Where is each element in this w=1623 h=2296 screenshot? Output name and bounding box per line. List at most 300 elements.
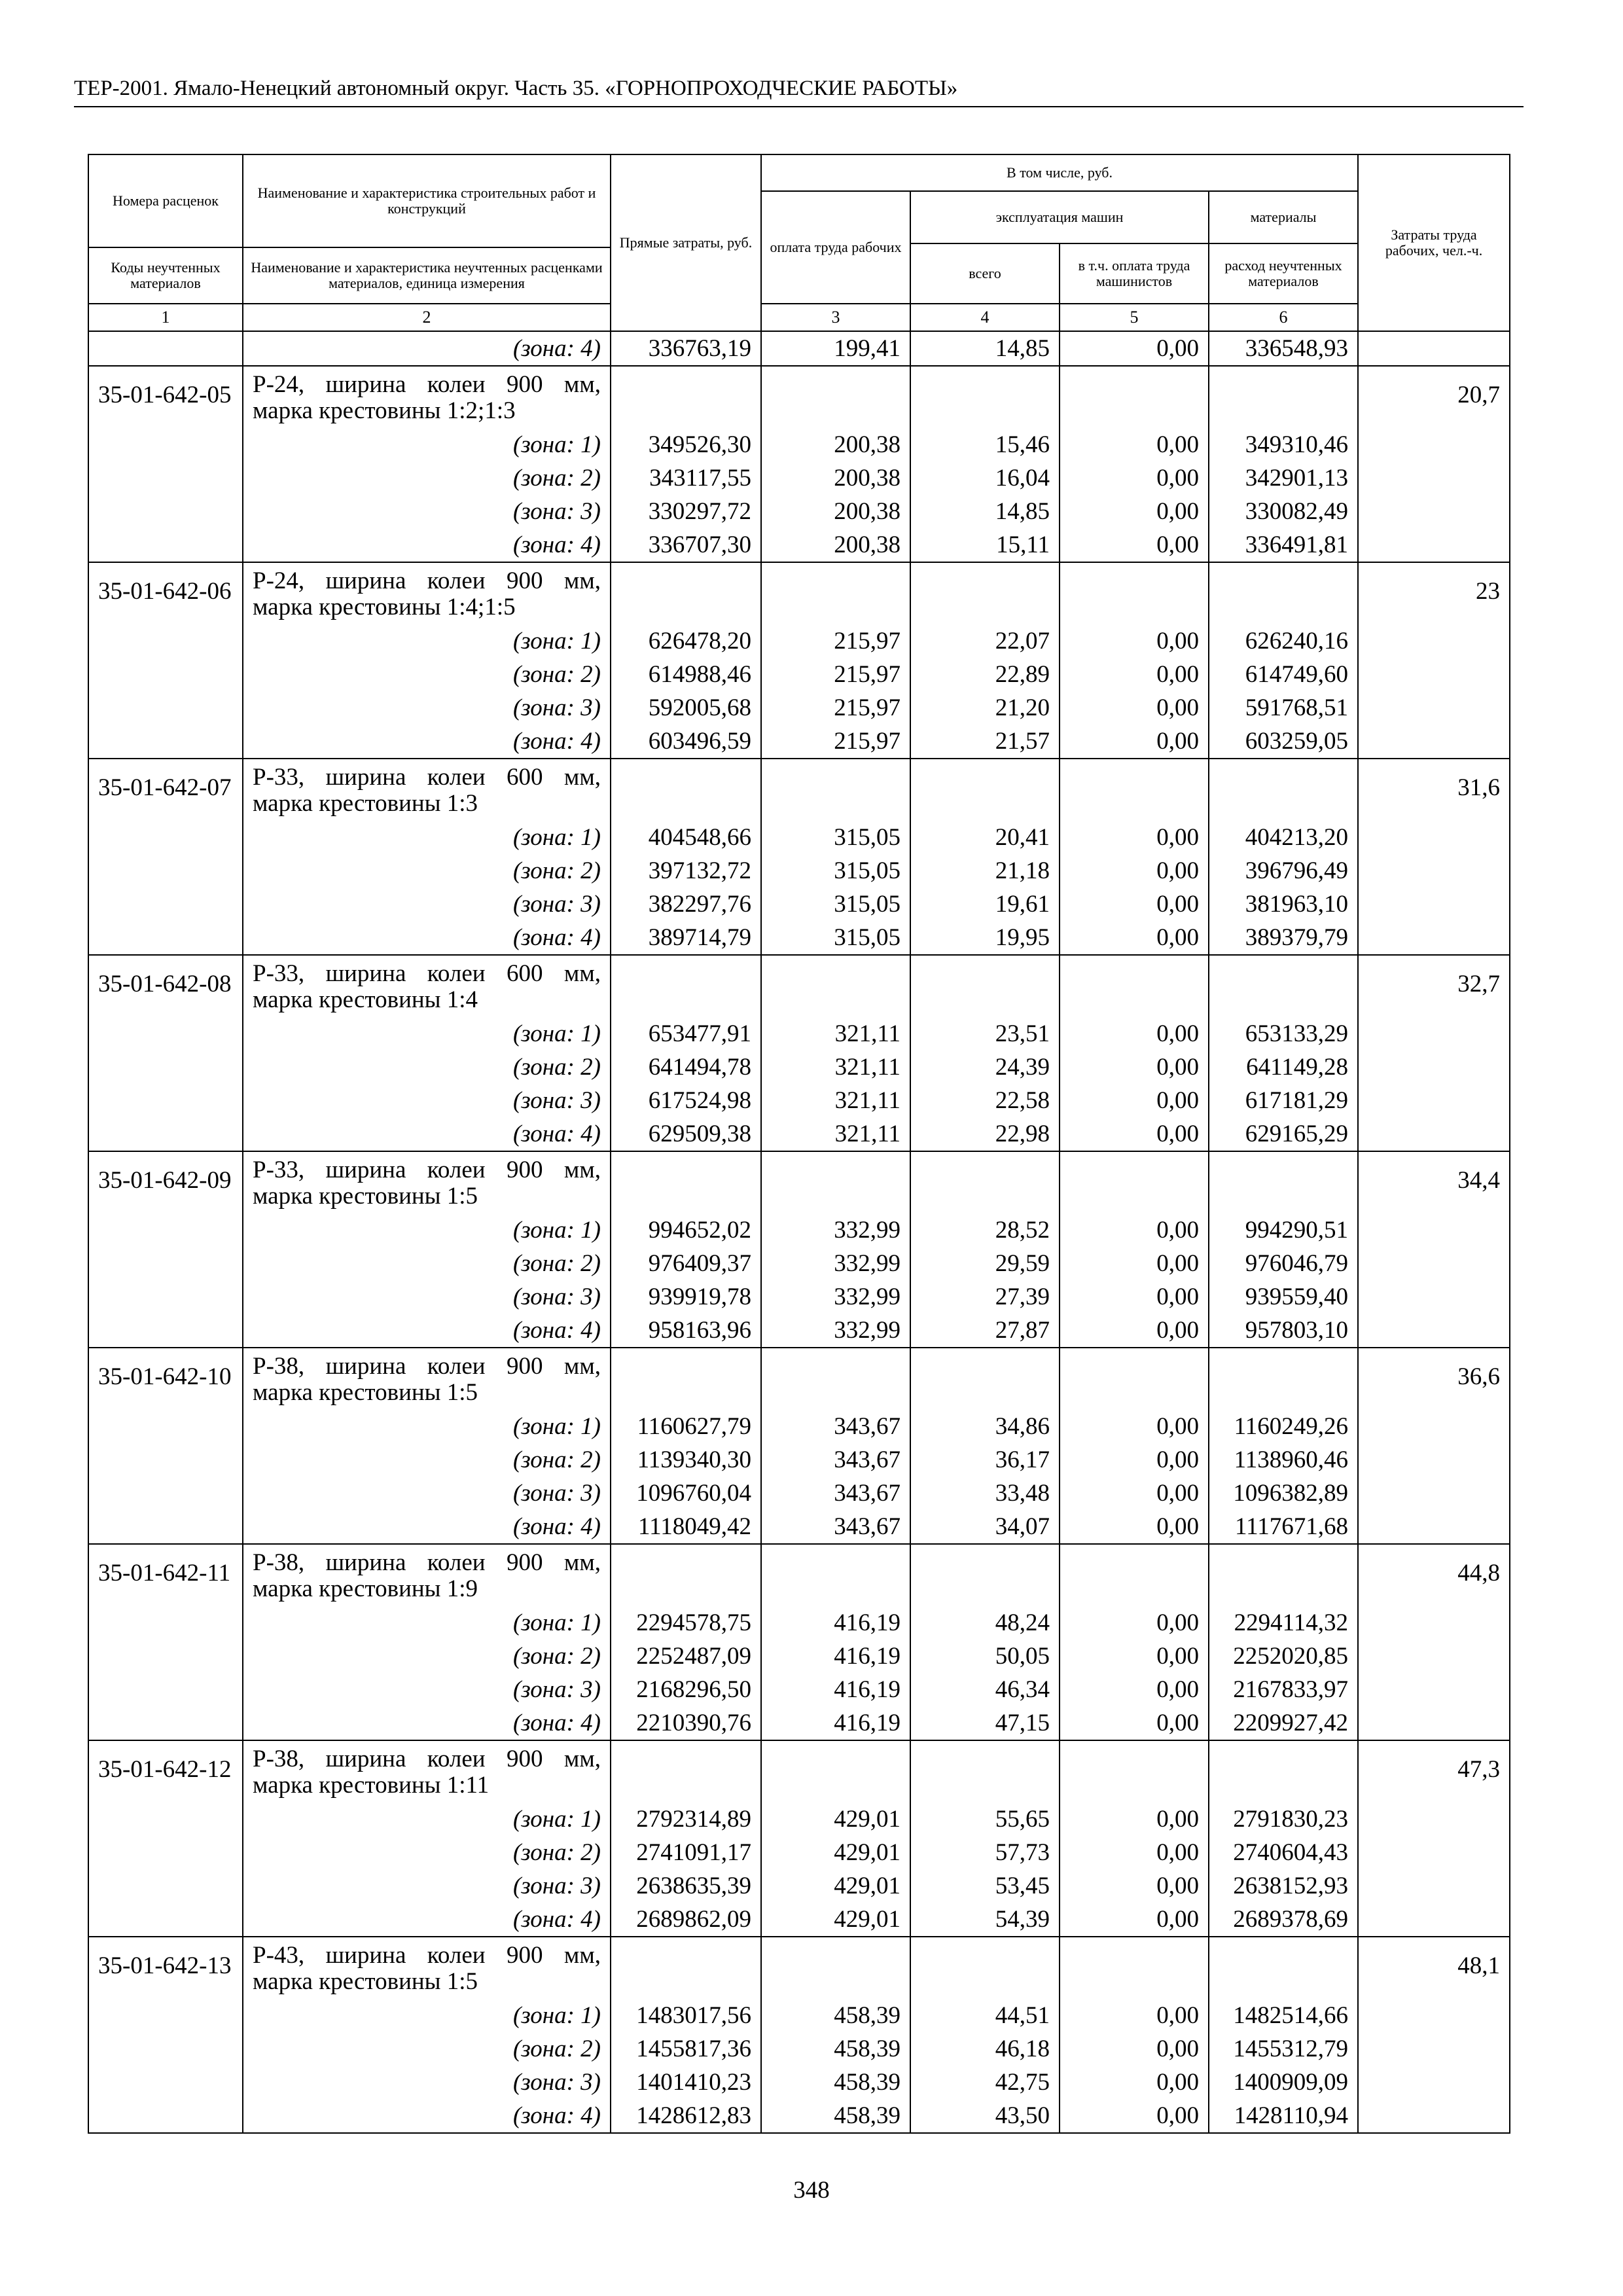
worker-pay: 458,39 bbox=[761, 2032, 910, 2066]
zone-row bbox=[88, 1084, 1510, 1117]
rate-name: Р-24, ширина колеи 900 мм, марка крестовины 1:4;1:5 bbox=[243, 562, 611, 624]
operator-pay: 0,00 bbox=[1060, 1050, 1209, 1084]
worker-pay: 458,39 bbox=[761, 2066, 910, 2099]
zone-label: (зона: 4) bbox=[243, 331, 611, 366]
rate-title-row bbox=[88, 1151, 1510, 1213]
direct-cost: 1160627,79 bbox=[611, 1410, 761, 1443]
machine-total: 42,75 bbox=[910, 2066, 1060, 2099]
worker-pay: 416,19 bbox=[761, 1640, 910, 1673]
materials-cost: 389379,79 bbox=[1209, 921, 1358, 955]
machine-total: 21,57 bbox=[910, 725, 1060, 759]
machine-total: 34,86 bbox=[910, 1410, 1060, 1443]
machine-total: 22,07 bbox=[910, 624, 1060, 658]
operator-pay: 0,00 bbox=[1060, 2099, 1209, 2133]
header-machine-operation: эксплуатация машин bbox=[910, 191, 1209, 243]
zone-row bbox=[88, 528, 1510, 562]
zone-label: (зона: 2) bbox=[243, 854, 611, 888]
worker-pay: 332,99 bbox=[761, 1314, 910, 1348]
zone-label: (зона: 4) bbox=[243, 1706, 611, 1740]
operator-pay: 0,00 bbox=[1060, 1869, 1209, 1903]
labor-cost: 20,7 bbox=[1358, 366, 1510, 428]
rate-code: 35-01-642-06 bbox=[88, 562, 243, 624]
direct-cost: 2792314,89 bbox=[611, 1803, 761, 1836]
worker-pay: 343,67 bbox=[761, 1410, 910, 1443]
materials-cost: 1400909,09 bbox=[1209, 2066, 1358, 2099]
zone-row bbox=[88, 658, 1510, 691]
worker-pay: 458,39 bbox=[761, 1999, 910, 2032]
machine-total: 23,51 bbox=[910, 1017, 1060, 1050]
operator-pay: 0,00 bbox=[1060, 1640, 1209, 1673]
direct-cost: 397132,72 bbox=[611, 854, 761, 888]
direct-cost: 1096760,04 bbox=[611, 1477, 761, 1510]
zone-label: (зона: 3) bbox=[243, 2066, 611, 2099]
zone-row bbox=[88, 624, 1510, 658]
operator-pay: 0,00 bbox=[1060, 658, 1209, 691]
materials-cost: 1428110,94 bbox=[1209, 2099, 1358, 2133]
materials-cost: 641149,28 bbox=[1209, 1050, 1358, 1084]
worker-pay: 332,99 bbox=[761, 1247, 910, 1280]
zone-row bbox=[88, 1213, 1510, 1247]
direct-cost: 389714,79 bbox=[611, 921, 761, 955]
rate-code: 35-01-642-11 bbox=[88, 1544, 243, 1606]
direct-cost: 958163,96 bbox=[611, 1314, 761, 1348]
zone-row bbox=[88, 2032, 1510, 2066]
zone-row bbox=[88, 1836, 1510, 1869]
rate-title-row bbox=[88, 955, 1510, 1017]
table-header bbox=[88, 154, 1510, 331]
zone-label: (зона: 4) bbox=[243, 528, 611, 562]
zone-label: (зона: 2) bbox=[243, 1640, 611, 1673]
rate-name: Р-38, ширина колеи 900 мм, марка крестовины 1:5 bbox=[243, 1348, 611, 1410]
materials-cost: 617181,29 bbox=[1209, 1084, 1358, 1117]
zone-row bbox=[88, 725, 1510, 759]
materials-cost: 1482514,66 bbox=[1209, 1999, 1358, 2032]
materials-cost: 1096382,89 bbox=[1209, 1477, 1358, 1510]
zone-label: (зона: 2) bbox=[243, 1443, 611, 1477]
operator-pay: 0,00 bbox=[1060, 495, 1209, 528]
direct-cost: 336707,30 bbox=[611, 528, 761, 562]
col-number: 5 bbox=[1060, 304, 1209, 331]
zone-row bbox=[88, 1903, 1510, 1937]
rate-title-row bbox=[88, 1544, 1510, 1606]
materials-cost: 396796,49 bbox=[1209, 854, 1358, 888]
worker-pay: 199,41 bbox=[761, 331, 910, 366]
rate-name: Р-33, ширина колеи 600 мм, марка крестовины 1:3 bbox=[243, 759, 611, 821]
zone-label: (зона: 1) bbox=[243, 1410, 611, 1443]
carryover-row bbox=[88, 331, 1510, 366]
zone-row bbox=[88, 461, 1510, 495]
materials-cost: 2252020,85 bbox=[1209, 1640, 1358, 1673]
materials-cost: 994290,51 bbox=[1209, 1213, 1358, 1247]
col-number: 1 bbox=[88, 304, 243, 331]
machine-total: 16,04 bbox=[910, 461, 1060, 495]
direct-cost: 1483017,56 bbox=[611, 1999, 761, 2032]
zone-label: (зона: 1) bbox=[243, 1017, 611, 1050]
direct-cost: 2168296,50 bbox=[611, 1673, 761, 1706]
zone-label: (зона: 2) bbox=[243, 1050, 611, 1084]
worker-pay: 332,99 bbox=[761, 1213, 910, 1247]
operator-pay: 0,00 bbox=[1060, 725, 1209, 759]
rate-name: Р-38, ширина колеи 900 мм, марка крестовины 1:9 bbox=[243, 1544, 611, 1606]
direct-cost: 2689862,09 bbox=[611, 1903, 761, 1937]
rate-code: 35-01-642-05 bbox=[88, 366, 243, 428]
header-direct-costs: Прямые затраты, руб. bbox=[611, 154, 761, 331]
zone-row bbox=[88, 495, 1510, 528]
machine-total: 34,07 bbox=[910, 1510, 1060, 1544]
machine-total: 29,59 bbox=[910, 1247, 1060, 1280]
zone-row bbox=[88, 1706, 1510, 1740]
operator-pay: 0,00 bbox=[1060, 1247, 1209, 1280]
rate-title-row bbox=[88, 562, 1510, 624]
rate-code: 35-01-642-09 bbox=[88, 1151, 243, 1213]
header-labor-costs: Затраты труда рабочих, чел.-ч. bbox=[1358, 154, 1510, 331]
header-unaccounted-materials: расход неучтенных материалов bbox=[1209, 243, 1358, 304]
zone-row bbox=[88, 821, 1510, 854]
materials-cost: 603259,05 bbox=[1209, 725, 1358, 759]
direct-cost: 1455817,36 bbox=[611, 2032, 761, 2066]
operator-pay: 0,00 bbox=[1060, 691, 1209, 725]
materials-cost: 2167833,97 bbox=[1209, 1673, 1358, 1706]
materials-cost: 1160249,26 bbox=[1209, 1410, 1358, 1443]
operator-pay: 0,00 bbox=[1060, 1606, 1209, 1640]
materials-cost: 653133,29 bbox=[1209, 1017, 1358, 1050]
operator-pay: 0,00 bbox=[1060, 1443, 1209, 1477]
operator-pay: 0,00 bbox=[1060, 1673, 1209, 1706]
direct-cost: 343117,55 bbox=[611, 461, 761, 495]
machine-total: 21,18 bbox=[910, 854, 1060, 888]
direct-cost: 2638635,39 bbox=[611, 1869, 761, 1903]
header-in-total: В том числе, руб. bbox=[761, 154, 1358, 191]
worker-pay: 332,99 bbox=[761, 1280, 910, 1314]
direct-cost: 976409,37 bbox=[611, 1247, 761, 1280]
machine-total: 22,58 bbox=[910, 1084, 1060, 1117]
direct-cost: 1428612,83 bbox=[611, 2099, 761, 2133]
operator-pay: 0,00 bbox=[1060, 528, 1209, 562]
zone-label: (зона: 1) bbox=[243, 1213, 611, 1247]
col-number: 4 bbox=[910, 304, 1060, 331]
direct-cost: 939919,78 bbox=[611, 1280, 761, 1314]
rate-code: 35-01-642-13 bbox=[88, 1937, 243, 1999]
zone-row bbox=[88, 2066, 1510, 2099]
page-number: 348 bbox=[793, 2177, 830, 2204]
materials-cost: 591768,51 bbox=[1209, 691, 1358, 725]
materials-cost: 330082,49 bbox=[1209, 495, 1358, 528]
zone-label: (зона: 1) bbox=[243, 1803, 611, 1836]
worker-pay: 315,05 bbox=[761, 888, 910, 921]
operator-pay: 0,00 bbox=[1060, 1477, 1209, 1510]
machine-total: 36,17 bbox=[910, 1443, 1060, 1477]
materials-cost: 2689378,69 bbox=[1209, 1903, 1358, 1937]
direct-cost: 2294578,75 bbox=[611, 1606, 761, 1640]
machine-total: 48,24 bbox=[910, 1606, 1060, 1640]
materials-cost: 2791830,23 bbox=[1209, 1803, 1358, 1836]
zone-label: (зона: 3) bbox=[243, 1280, 611, 1314]
materials-cost: 626240,16 bbox=[1209, 624, 1358, 658]
zone-label: (зона: 2) bbox=[243, 1247, 611, 1280]
worker-pay: 429,01 bbox=[761, 1903, 910, 1937]
materials-cost: 349310,46 bbox=[1209, 428, 1358, 461]
machine-total: 46,34 bbox=[910, 1673, 1060, 1706]
zone-row bbox=[88, 921, 1510, 955]
direct-cost: 641494,78 bbox=[611, 1050, 761, 1084]
worker-pay: 215,97 bbox=[761, 725, 910, 759]
direct-cost: 617524,98 bbox=[611, 1084, 761, 1117]
labor-cost: 31,6 bbox=[1358, 759, 1510, 821]
rate-name: Р-33, ширина колеи 900 мм, марка крестовины 1:5 bbox=[243, 1151, 611, 1213]
zone-row bbox=[88, 1999, 1510, 2032]
zone-row bbox=[88, 1117, 1510, 1151]
zone-label: (зона: 1) bbox=[243, 1606, 611, 1640]
operator-pay: 0,00 bbox=[1060, 331, 1209, 366]
machine-total: 24,39 bbox=[910, 1050, 1060, 1084]
worker-pay: 343,67 bbox=[761, 1477, 910, 1510]
zone-label: (зона: 4) bbox=[243, 1117, 611, 1151]
worker-pay: 315,05 bbox=[761, 854, 910, 888]
worker-pay: 315,05 bbox=[761, 821, 910, 854]
zone-label: (зона: 3) bbox=[243, 691, 611, 725]
machine-total: 21,20 bbox=[910, 691, 1060, 725]
zone-row bbox=[88, 1477, 1510, 1510]
operator-pay: 0,00 bbox=[1060, 888, 1209, 921]
worker-pay: 315,05 bbox=[761, 921, 910, 955]
operator-pay: 0,00 bbox=[1060, 1213, 1209, 1247]
worker-pay: 200,38 bbox=[761, 528, 910, 562]
worker-pay: 429,01 bbox=[761, 1869, 910, 1903]
header-incl-operator-pay: в т.ч. оплата труда машинистов bbox=[1060, 243, 1209, 304]
header-rate-numbers: Номера расценок bbox=[88, 154, 243, 247]
machine-total: 54,39 bbox=[910, 1903, 1060, 1937]
materials-cost: 976046,79 bbox=[1209, 1247, 1358, 1280]
machine-total: 19,61 bbox=[910, 888, 1060, 921]
worker-pay: 343,67 bbox=[761, 1443, 910, 1477]
zone-label: (зона: 3) bbox=[243, 1673, 611, 1706]
worker-pay: 416,19 bbox=[761, 1606, 910, 1640]
worker-pay: 321,11 bbox=[761, 1084, 910, 1117]
materials-cost: 404213,20 bbox=[1209, 821, 1358, 854]
machine-total: 22,89 bbox=[910, 658, 1060, 691]
labor-cost: 34,4 bbox=[1358, 1151, 1510, 1213]
zone-row bbox=[88, 2099, 1510, 2133]
direct-cost: 1118049,42 bbox=[611, 1510, 761, 1544]
machine-total: 20,41 bbox=[910, 821, 1060, 854]
worker-pay: 343,67 bbox=[761, 1510, 910, 1544]
worker-pay: 215,97 bbox=[761, 691, 910, 725]
worker-pay: 416,19 bbox=[761, 1673, 910, 1706]
zone-row bbox=[88, 1050, 1510, 1084]
machine-total: 15,46 bbox=[910, 428, 1060, 461]
operator-pay: 0,00 bbox=[1060, 1280, 1209, 1314]
zone-row bbox=[88, 1247, 1510, 1280]
direct-cost: 382297,76 bbox=[611, 888, 761, 921]
materials-cost: 614749,60 bbox=[1209, 658, 1358, 691]
machine-total: 44,51 bbox=[910, 1999, 1060, 2032]
rate-name: Р-38, ширина колеи 900 мм, марка крестовины 1:11 bbox=[243, 1740, 611, 1803]
operator-pay: 0,00 bbox=[1060, 1836, 1209, 1869]
header-codes: Коды неучтенных материалов bbox=[88, 247, 243, 304]
direct-cost: 2741091,17 bbox=[611, 1836, 761, 1869]
materials-cost: 1117671,68 bbox=[1209, 1510, 1358, 1544]
zone-row bbox=[88, 1410, 1510, 1443]
materials-cost: 2209927,42 bbox=[1209, 1706, 1358, 1740]
direct-cost: 404548,66 bbox=[611, 821, 761, 854]
operator-pay: 0,00 bbox=[1060, 1510, 1209, 1544]
operator-pay: 0,00 bbox=[1060, 2032, 1209, 2066]
labor-cost: 23 bbox=[1358, 562, 1510, 624]
header-total: всего bbox=[910, 243, 1060, 304]
direct-cost: 629509,38 bbox=[611, 1117, 761, 1151]
zone-label: (зона: 2) bbox=[243, 658, 611, 691]
zone-row bbox=[88, 1017, 1510, 1050]
header-materials: материалы bbox=[1209, 191, 1358, 243]
column-numbers-row bbox=[88, 304, 1510, 331]
zone-label: (зона: 1) bbox=[243, 624, 611, 658]
direct-cost: 330297,72 bbox=[611, 495, 761, 528]
zone-row bbox=[88, 1640, 1510, 1673]
zone-label: (зона: 4) bbox=[243, 2099, 611, 2133]
machine-total: 33,48 bbox=[910, 1477, 1060, 1510]
materials-cost: 1455312,79 bbox=[1209, 2032, 1358, 2066]
direct-cost: 626478,20 bbox=[611, 624, 761, 658]
rate-title-row bbox=[88, 759, 1510, 821]
machine-total: 47,15 bbox=[910, 1706, 1060, 1740]
machine-total: 14,85 bbox=[910, 331, 1060, 366]
operator-pay: 0,00 bbox=[1060, 1084, 1209, 1117]
zone-label: (зона: 1) bbox=[243, 428, 611, 461]
labor-cost: 47,3 bbox=[1358, 1740, 1510, 1803]
col-number: 2 bbox=[243, 304, 611, 331]
operator-pay: 0,00 bbox=[1060, 821, 1209, 854]
machine-total: 43,50 bbox=[910, 2099, 1060, 2133]
rate-name: Р-43, ширина колеи 900 мм, марка крестовины 1:5 bbox=[243, 1937, 611, 1999]
zone-row bbox=[88, 1314, 1510, 1348]
materials-cost: 342901,13 bbox=[1209, 461, 1358, 495]
table-body bbox=[88, 331, 1510, 2133]
direct-cost: 603496,59 bbox=[611, 725, 761, 759]
zone-row bbox=[88, 1869, 1510, 1903]
machine-total: 27,87 bbox=[910, 1314, 1060, 1348]
machine-total: 14,85 bbox=[910, 495, 1060, 528]
col-number: 3 bbox=[761, 304, 910, 331]
zone-label: (зона: 4) bbox=[243, 1903, 611, 1937]
rate-title-row bbox=[88, 366, 1510, 428]
machine-total: 53,45 bbox=[910, 1869, 1060, 1903]
worker-pay: 458,39 bbox=[761, 2099, 910, 2133]
zone-row bbox=[88, 691, 1510, 725]
worker-pay: 321,11 bbox=[761, 1117, 910, 1151]
materials-cost: 2294114,32 bbox=[1209, 1606, 1358, 1640]
zone-label: (зона: 4) bbox=[243, 1314, 611, 1348]
zone-row bbox=[88, 1673, 1510, 1706]
operator-pay: 0,00 bbox=[1060, 1903, 1209, 1937]
running-header: ТЕР-2001. Ямало-Ненецкий автономный округ. Часть 35. «ГОРНОПРОХОДЧЕСКИЕ РАБОТЫ» bbox=[74, 73, 1524, 107]
operator-pay: 0,00 bbox=[1060, 1803, 1209, 1836]
direct-cost: 614988,46 bbox=[611, 658, 761, 691]
worker-pay: 429,01 bbox=[761, 1836, 910, 1869]
labor-cost: 32,7 bbox=[1358, 955, 1510, 1017]
direct-cost: 2210390,76 bbox=[611, 1706, 761, 1740]
machine-total: 22,98 bbox=[910, 1117, 1060, 1151]
operator-pay: 0,00 bbox=[1060, 1706, 1209, 1740]
labor-cost: 36,6 bbox=[1358, 1348, 1510, 1410]
operator-pay: 0,00 bbox=[1060, 1410, 1209, 1443]
worker-pay: 429,01 bbox=[761, 1803, 910, 1836]
operator-pay: 0,00 bbox=[1060, 1017, 1209, 1050]
materials-cost: 2638152,93 bbox=[1209, 1869, 1358, 1903]
header-work-name: Наименование и характеристика строительных работ и конструкций bbox=[243, 154, 611, 247]
operator-pay: 0,00 bbox=[1060, 461, 1209, 495]
zone-label: (зона: 4) bbox=[243, 921, 611, 955]
operator-pay: 0,00 bbox=[1060, 921, 1209, 955]
machine-total: 27,39 bbox=[910, 1280, 1060, 1314]
operator-pay: 0,00 bbox=[1060, 854, 1209, 888]
machine-total: 15,11 bbox=[910, 528, 1060, 562]
worker-pay: 200,38 bbox=[761, 428, 910, 461]
worker-pay: 200,38 bbox=[761, 461, 910, 495]
zone-label: (зона: 4) bbox=[243, 1510, 611, 1544]
rate-code: 35-01-642-12 bbox=[88, 1740, 243, 1803]
direct-cost: 653477,91 bbox=[611, 1017, 761, 1050]
operator-pay: 0,00 bbox=[1060, 624, 1209, 658]
operator-pay: 0,00 bbox=[1060, 1999, 1209, 2032]
zone-label: (зона: 2) bbox=[243, 461, 611, 495]
zone-label: (зона: 3) bbox=[243, 1869, 611, 1903]
zone-label: (зона: 1) bbox=[243, 1999, 611, 2032]
zone-row bbox=[88, 854, 1510, 888]
header-material-names: Наименование и характеристика неучтенных расценками материалов, единица измерения bbox=[243, 247, 611, 304]
machine-total: 19,95 bbox=[910, 921, 1060, 955]
machine-total: 50,05 bbox=[910, 1640, 1060, 1673]
worker-pay: 215,97 bbox=[761, 624, 910, 658]
machine-total: 28,52 bbox=[910, 1213, 1060, 1247]
zone-label: (зона: 1) bbox=[243, 821, 611, 854]
zone-label: (зона: 3) bbox=[243, 1084, 611, 1117]
labor-cost: 44,8 bbox=[1358, 1544, 1510, 1606]
zone-row bbox=[88, 1510, 1510, 1544]
worker-pay: 321,11 bbox=[761, 1050, 910, 1084]
machine-total: 46,18 bbox=[910, 2032, 1060, 2066]
price-table bbox=[88, 154, 1510, 2134]
direct-cost: 2252487,09 bbox=[611, 1640, 761, 1673]
labor-cost: 48,1 bbox=[1358, 1937, 1510, 1999]
rate-title-row bbox=[88, 1740, 1510, 1803]
zone-row bbox=[88, 1280, 1510, 1314]
materials-cost: 629165,29 bbox=[1209, 1117, 1358, 1151]
zone-row bbox=[88, 888, 1510, 921]
machine-total: 57,73 bbox=[910, 1836, 1060, 1869]
zone-label: (зона: 3) bbox=[243, 888, 611, 921]
direct-cost: 336763,19 bbox=[611, 331, 761, 366]
operator-pay: 0,00 bbox=[1060, 1314, 1209, 1348]
operator-pay: 0,00 bbox=[1060, 428, 1209, 461]
worker-pay: 416,19 bbox=[761, 1706, 910, 1740]
zone-label: (зона: 3) bbox=[243, 1477, 611, 1510]
zone-label: (зона: 3) bbox=[243, 495, 611, 528]
header-worker-pay: оплата труда рабочих bbox=[761, 191, 910, 304]
worker-pay: 215,97 bbox=[761, 658, 910, 691]
materials-cost: 2740604,43 bbox=[1209, 1836, 1358, 1869]
worker-pay: 321,11 bbox=[761, 1017, 910, 1050]
materials-cost: 939559,40 bbox=[1209, 1280, 1358, 1314]
materials-cost: 1138960,46 bbox=[1209, 1443, 1358, 1477]
zone-label: (зона: 4) bbox=[243, 725, 611, 759]
rate-title-row bbox=[88, 1348, 1510, 1410]
col-number: 6 bbox=[1209, 304, 1358, 331]
rate-name: Р-24, ширина колеи 900 мм, марка крестовины 1:2;1:3 bbox=[243, 366, 611, 428]
direct-cost: 592005,68 bbox=[611, 691, 761, 725]
direct-cost: 1139340,30 bbox=[611, 1443, 761, 1477]
materials-cost: 336548,93 bbox=[1209, 331, 1358, 366]
machine-total: 55,65 bbox=[910, 1803, 1060, 1836]
